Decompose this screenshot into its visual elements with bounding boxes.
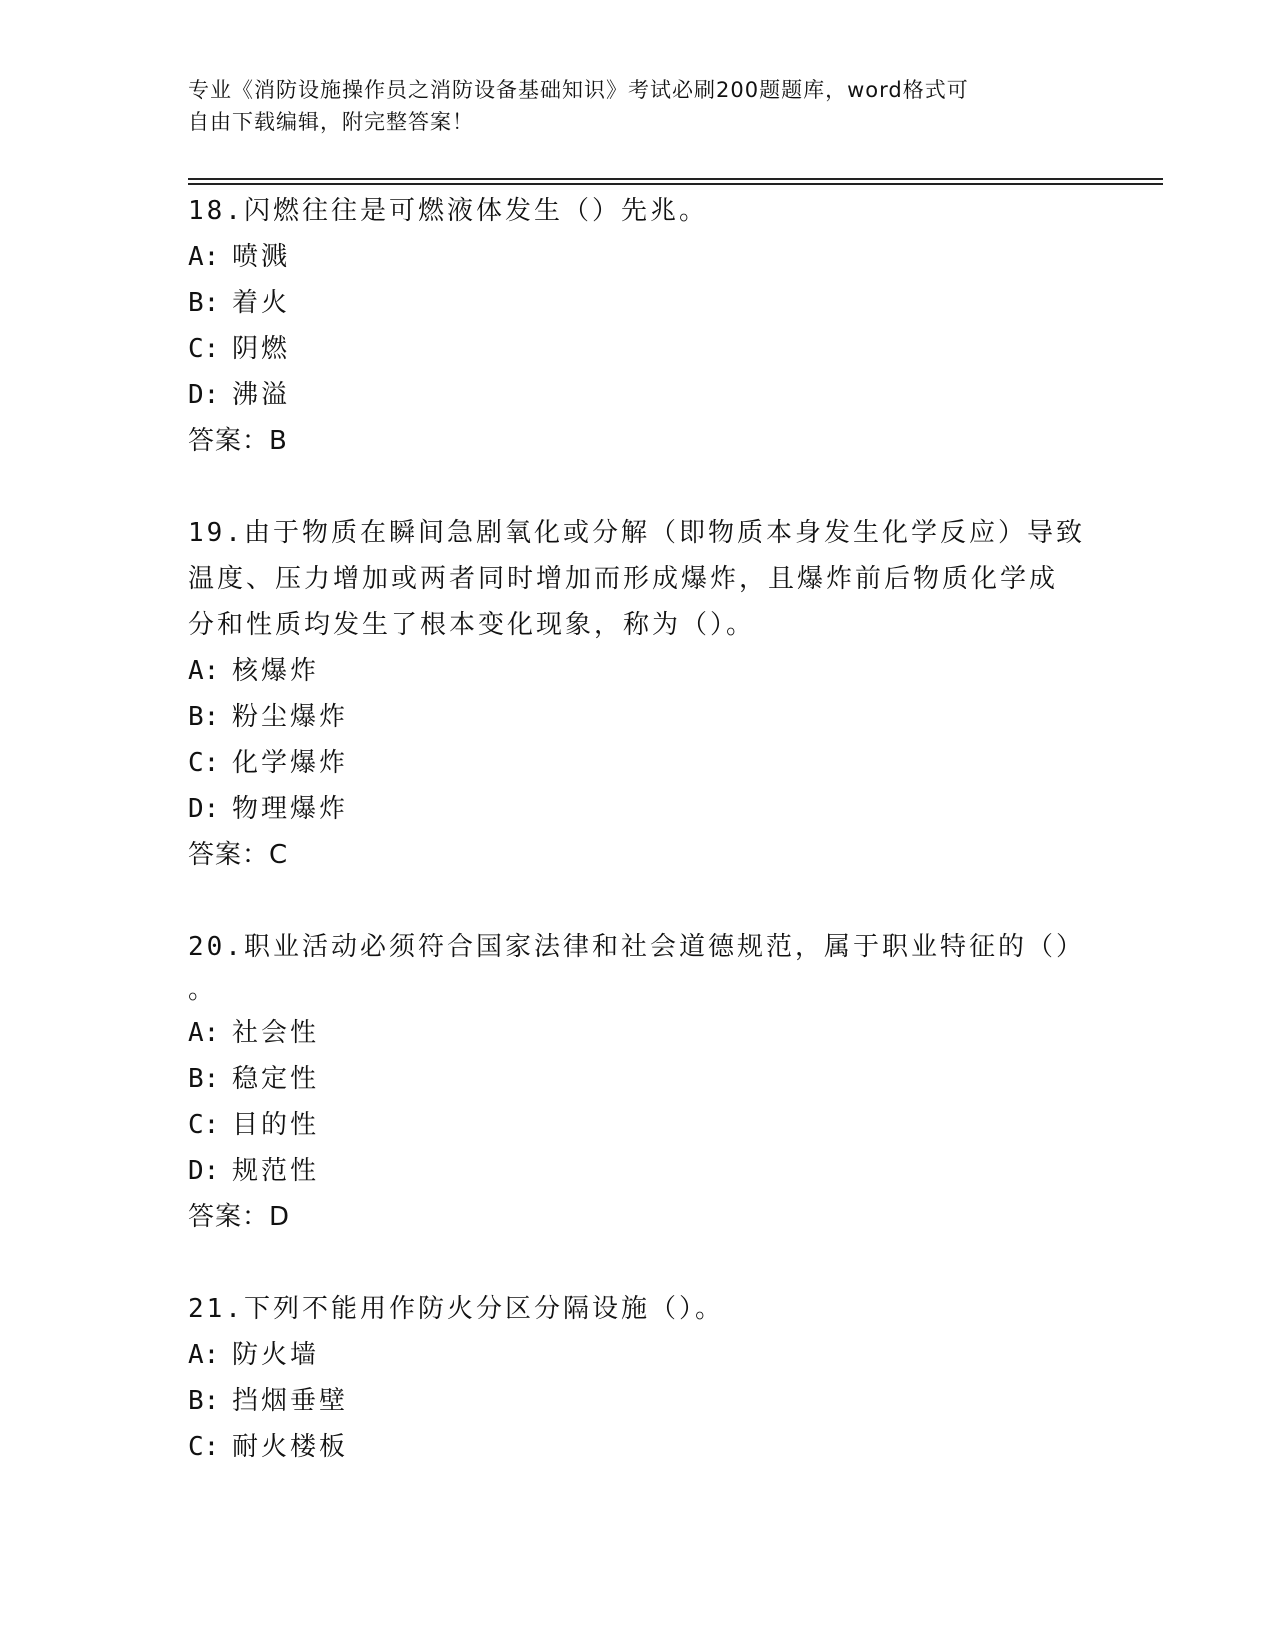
option-text: 稳定性 [232, 1064, 320, 1094]
option-a [188, 1332, 1088, 1378]
question-20 [188, 924, 1088, 1240]
option-text: 物理爆炸 [232, 794, 349, 824]
question-18 [188, 188, 1088, 464]
option-letter: B: [188, 702, 220, 732]
option-b [188, 280, 1088, 326]
question-list [188, 188, 1088, 1470]
option-letter: A: [188, 1018, 220, 1048]
question-stem: 21.下列不能用作防火分区分隔设施（）。 [188, 1294, 724, 1324]
header-title-line-1: 专业《消防设施操作员之消防设备基础知识》考试必刷200题题库，word格式可 [188, 78, 969, 102]
header-title-line-2: 自由下载编辑，附完整答案！ [188, 110, 474, 134]
option-c [188, 326, 1088, 372]
option-letter: A: [188, 656, 220, 686]
option-letter: C: [188, 1432, 220, 1462]
option-text: 挡烟垂壁 [232, 1386, 349, 1416]
option-text: 核爆炸 [232, 656, 320, 686]
option-letter: D: [188, 794, 220, 824]
option-d [188, 1148, 1088, 1194]
document-header [188, 74, 1088, 138]
answer-line: 答案：B [188, 426, 288, 456]
option-letter: D: [188, 380, 220, 410]
question-stem-line-1: 20.职业活动必须符合国家法律和社会道德规范，属于职业特征的（） [188, 932, 1085, 962]
option-letter: D: [188, 1156, 220, 1186]
option-text: 防火墙 [232, 1340, 320, 1370]
option-text: 目的性 [232, 1110, 320, 1140]
spacer [188, 878, 1088, 924]
option-b [188, 694, 1088, 740]
answer-line: 答案：C [188, 840, 289, 870]
question-stem-line-2: 。 [188, 975, 218, 1005]
spacer [188, 1240, 1088, 1286]
option-letter: C: [188, 748, 220, 778]
option-letter: A: [188, 1340, 220, 1370]
option-b [188, 1378, 1088, 1424]
option-text: 喷溅 [232, 242, 291, 272]
spacer [188, 464, 1088, 510]
question-stem-line-2: 温度、压力增加或两者同时增加而形成爆炸，且爆炸前后物质化学成 [188, 564, 1059, 594]
option-text: 规范性 [232, 1156, 320, 1186]
question-19 [188, 510, 1088, 878]
option-text: 沸溢 [232, 380, 291, 410]
option-a [188, 1010, 1088, 1056]
option-text: 耐火楼板 [232, 1432, 349, 1462]
question-stem: 18.闪燃往往是可燃液体发生（）先兆。 [188, 196, 708, 226]
question-stem-line-1: 19.由于物质在瞬间急剧氧化或分解（即物质本身发生化学反应）导致 [188, 518, 1085, 548]
header-divider-bottom [188, 183, 1163, 185]
option-letter: B: [188, 1386, 220, 1416]
option-c [188, 740, 1088, 786]
header-divider-top [188, 178, 1163, 180]
option-letter: C: [188, 1110, 220, 1140]
option-text: 阴燃 [232, 334, 291, 364]
option-letter: B: [188, 1064, 220, 1094]
option-text: 化学爆炸 [232, 748, 349, 778]
option-a [188, 234, 1088, 280]
question-21 [188, 1286, 1088, 1470]
option-c [188, 1424, 1088, 1470]
option-letter: B: [188, 288, 220, 318]
option-letter: C: [188, 334, 220, 364]
option-d [188, 372, 1088, 418]
question-stem-line-3: 分和性质均发生了根本变化现象，称为（）。 [188, 610, 756, 640]
option-d [188, 786, 1088, 832]
option-text: 粉尘爆炸 [232, 702, 349, 732]
option-a [188, 648, 1088, 694]
option-c [188, 1102, 1088, 1148]
answer-line: 答案：D [188, 1202, 291, 1232]
option-b [188, 1056, 1088, 1102]
option-letter: A: [188, 242, 220, 272]
option-text: 着火 [232, 288, 291, 318]
option-text: 社会性 [232, 1018, 320, 1048]
